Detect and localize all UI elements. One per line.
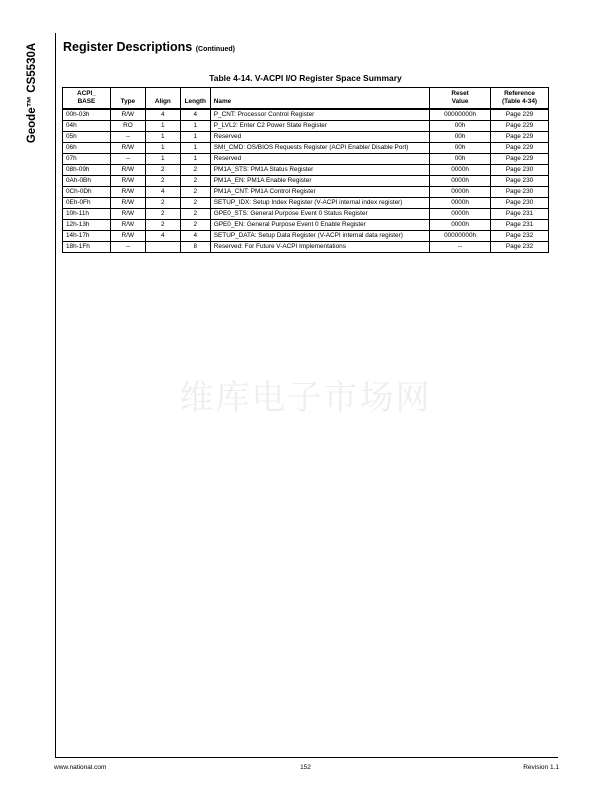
bottom-rule [55, 757, 558, 758]
cell-align: 2 [145, 209, 180, 220]
cell-base: 04h [63, 121, 111, 132]
cell-length: 2 [180, 220, 210, 231]
cell-reset: 0000h [430, 198, 491, 209]
cell-align: 4 [145, 187, 180, 198]
cell-reset: -- [430, 242, 491, 253]
cell-length: 1 [180, 154, 210, 165]
col-reset-value: Reset Value [430, 88, 491, 110]
cell-type: -- [110, 242, 145, 253]
table-row [63, 165, 549, 176]
table-header-row [63, 88, 549, 110]
cell-ref: Page 231 [491, 209, 549, 220]
cell-align: 4 [145, 231, 180, 242]
table-row [63, 198, 549, 209]
cell-ref: Page 230 [491, 198, 549, 209]
table-row [63, 231, 549, 242]
table-row [63, 121, 549, 132]
side-brand-text: Geode™ CS5530A [26, 42, 38, 144]
cell-name: SMI_CMD: OS/BIOS Requests Register (ACPI Enable/ Disable Port) [210, 143, 429, 154]
cell-reset: 0000h [430, 209, 491, 220]
cell-ref: Page 229 [491, 121, 549, 132]
cell-length: 8 [180, 242, 210, 253]
watermark: 维库电子市场网 [179, 378, 432, 418]
cell-base: 18h-1Fh [63, 242, 111, 253]
page-title [63, 40, 235, 54]
cell-align: 2 [145, 165, 180, 176]
cell-ref: Page 229 [491, 109, 549, 121]
cell-reset: 00h [430, 121, 491, 132]
cell-length: 2 [180, 176, 210, 187]
cell-base: 08h-09h [63, 165, 111, 176]
cell-type: R/W [110, 176, 145, 187]
col-reference: Reference (Table 4-34) [491, 88, 549, 110]
cell-name: GPE0_EN: General Purpose Event 0 Enable Register [210, 220, 429, 231]
cell-align: 4 [145, 109, 180, 121]
table-row [63, 154, 549, 165]
cell-reset: 0000h [430, 220, 491, 231]
cell-base: 05h [63, 132, 111, 143]
cell-reset: 00000000h [430, 231, 491, 242]
cell-type: R/W [110, 165, 145, 176]
cell-type: R/W [110, 143, 145, 154]
cell-name: SETUP_DATA: Setup Data Register (V-ACPI internal data register) [210, 231, 429, 242]
continued-label: (Continued) [195, 46, 235, 53]
cell-type: RO [110, 121, 145, 132]
cell-length: 1 [180, 143, 210, 154]
table-row [63, 187, 549, 198]
cell-length: 2 [180, 187, 210, 198]
cell-ref: Page 230 [491, 165, 549, 176]
cell-align: 2 [145, 176, 180, 187]
page-title-text: Register Descriptions [63, 40, 193, 54]
table-row [63, 143, 549, 154]
cell-base: 00h-03h [63, 109, 111, 121]
cell-base: 0Ch-0Dh [63, 187, 111, 198]
cell-base: 12h-13h [63, 220, 111, 231]
table-caption: Table 4-14. V-ACPI I/O Register Space Summary [209, 73, 402, 83]
cell-length: 1 [180, 132, 210, 143]
cell-type: R/W [110, 109, 145, 121]
cell-type: -- [110, 154, 145, 165]
table-row [63, 242, 549, 253]
cell-reset: 00h [430, 154, 491, 165]
cell-reset: 0000h [430, 176, 491, 187]
cell-type: R/W [110, 198, 145, 209]
cell-name: P_CNT: Processor Control Register [210, 109, 429, 121]
cell-length: 4 [180, 109, 210, 121]
cell-base: 06h [63, 143, 111, 154]
cell-name: GPE0_STS: General Purpose Event 0 Status Register [210, 209, 429, 220]
cell-type: R/W [110, 187, 145, 198]
cell-length: 1 [180, 121, 210, 132]
table-row [63, 220, 549, 231]
cell-reset: 0000h [430, 187, 491, 198]
cell-ref: Page 230 [491, 176, 549, 187]
cell-base: 0Ah-0Bh [63, 176, 111, 187]
col-acpi-base: ACPI_ BASE [63, 88, 111, 110]
cell-align: 2 [145, 220, 180, 231]
cell-name: PM1A_STS: PM1A Status Register [210, 165, 429, 176]
cell-name: SETUP_IDX: Setup Index Register (V-ACPI internal index register) [210, 198, 429, 209]
cell-length: 2 [180, 198, 210, 209]
col-name: Name [210, 88, 429, 110]
cell-ref: Page 229 [491, 143, 549, 154]
cell-name: Reserved [210, 132, 429, 143]
cell-align [145, 242, 180, 253]
cell-name: P_LVL2: Enter C2 Power State Register [210, 121, 429, 132]
cell-length: 2 [180, 209, 210, 220]
cell-reset: 0000h [430, 165, 491, 176]
cell-type: R/W [110, 209, 145, 220]
cell-name: PM1A_EN: PM1A Enable Register [210, 176, 429, 187]
cell-reset: 00h [430, 143, 491, 154]
col-align: Align [145, 88, 180, 110]
cell-base: 07h [63, 154, 111, 165]
cell-name: PM1A_CNT: PM1A Control Register [210, 187, 429, 198]
table-row [63, 109, 549, 121]
footer-page-number: 152 [300, 764, 311, 771]
side-brand [22, 38, 42, 148]
cell-type: R/W [110, 231, 145, 242]
cell-ref: Page 229 [491, 154, 549, 165]
cell-align: 1 [145, 132, 180, 143]
cell-name: Reserved: For Future V-ACPI Implementations [210, 242, 429, 253]
cell-align: 2 [145, 198, 180, 209]
table-row [63, 209, 549, 220]
cell-align: 1 [145, 121, 180, 132]
cell-align: 1 [145, 154, 180, 165]
cell-name: Reserved [210, 154, 429, 165]
footer-url: www.national.com [54, 764, 107, 771]
cell-length: 2 [180, 165, 210, 176]
table-row [63, 132, 549, 143]
cell-base: 10h-11h [63, 209, 111, 220]
col-type: Type [110, 88, 145, 110]
cell-base: 0Eh-0Fh [63, 198, 111, 209]
col-length: Length [180, 88, 210, 110]
cell-ref: Page 230 [491, 187, 549, 198]
cell-length: 4 [180, 231, 210, 242]
cell-type: R/W [110, 220, 145, 231]
cell-base: 14h-17h [63, 231, 111, 242]
cell-ref: Page 231 [491, 220, 549, 231]
cell-ref: Page 232 [491, 231, 549, 242]
cell-reset: 00h [430, 132, 491, 143]
footer-revision: Revision 1.1 [523, 764, 559, 771]
cell-type: -- [110, 132, 145, 143]
cell-ref: Page 232 [491, 242, 549, 253]
cell-ref: Page 229 [491, 132, 549, 143]
cell-align: 1 [145, 143, 180, 154]
register-table [62, 87, 549, 253]
table-row [63, 176, 549, 187]
cell-reset: 00000000h [430, 109, 491, 121]
